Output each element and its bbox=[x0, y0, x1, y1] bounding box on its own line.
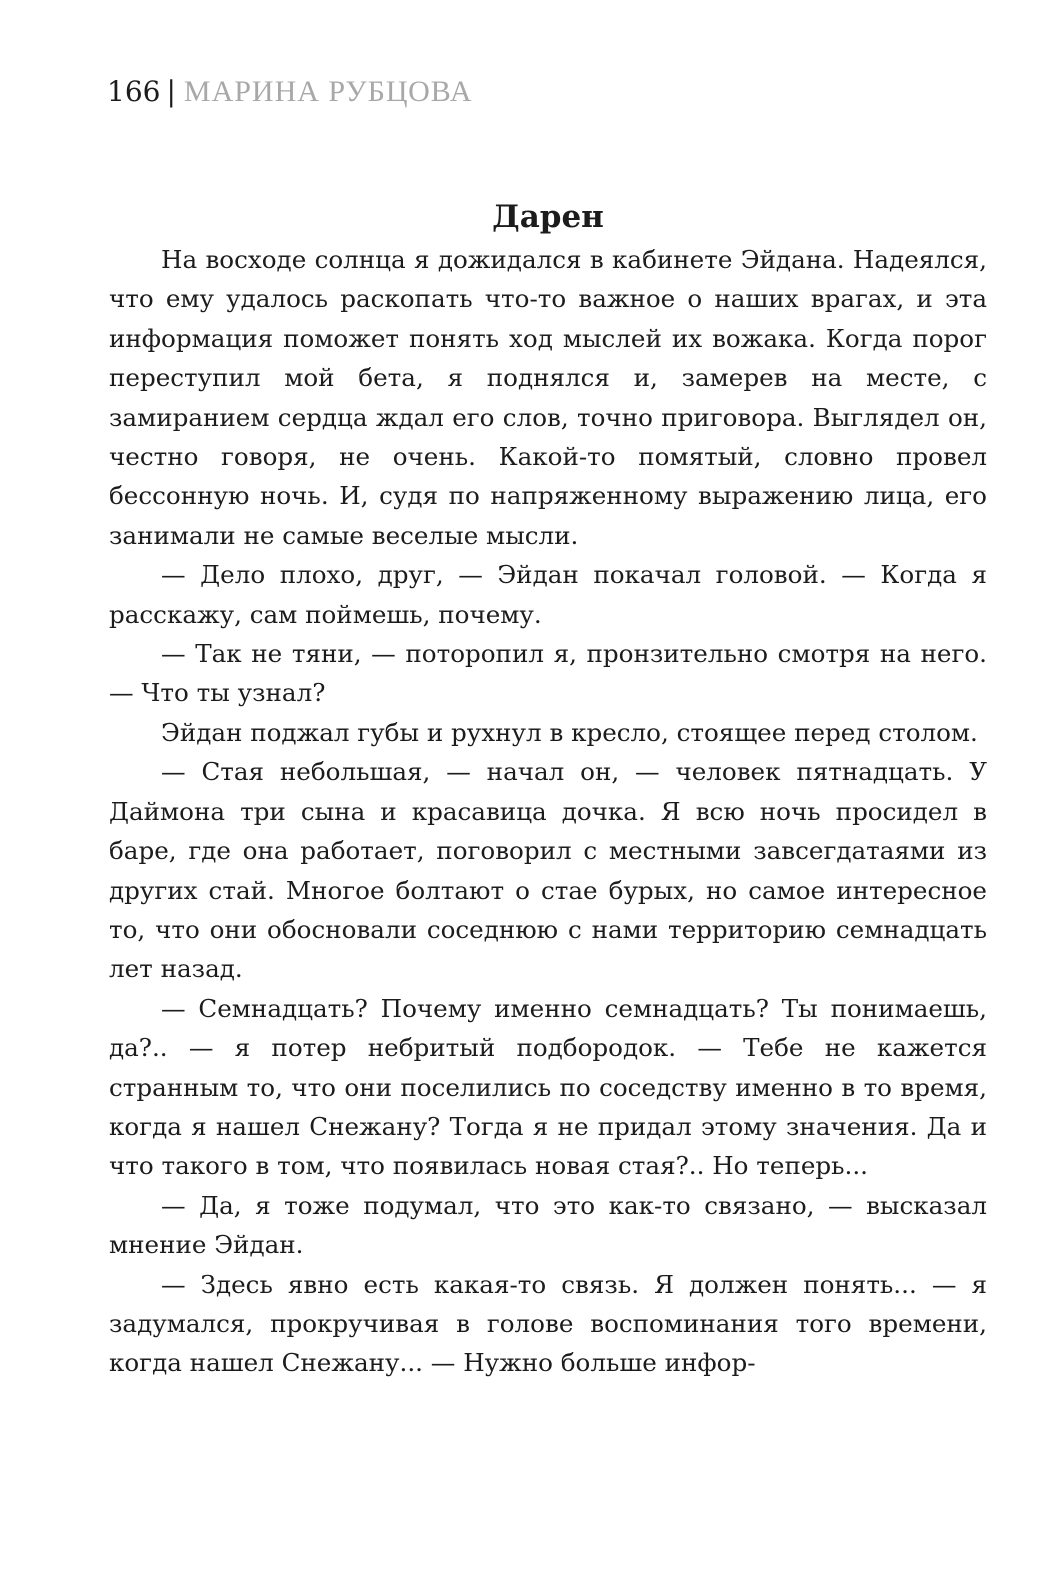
chapter-title: Дарен bbox=[492, 199, 604, 235]
running-header bbox=[107, 74, 473, 110]
paragraph: — Здесь явно есть какая-то связь. Я должен понять... — я задумался, прокручивая в голове воспоминания того времени, когда нашел Снежану... — Нужно больше инфор- bbox=[109, 1269, 987, 1378]
paragraph: На восходе солнца я дожидался в кабинете Эйдана. Надеялся, что ему удалось раскопать что-то важное о наших врагах, и эта информация поможет понять ход мыслей их вожака. Когда порог переступил мой бета, я поднялся и, замерев на месте, с замиранием сердца ждал его слов, точно приговора. Выглядел он, честно говоря, не очень. Какой-то помятый, словно провел бессонную ночь. И, судя по напряженному выражению лица, его занимали не самые веселые мысли. bbox=[109, 245, 987, 550]
paragraph: — Семнадцать? Почему именно семнадцать? Ты понимаешь, да?.. — я потер небритый подбородок. — Тебе не кажется странным то, что они поселились по соседству именно в то время, когда я нашел Снежану? Тогда я не придал этому значения. Да и что такого в том, что появилась новая стая?.. Но теперь... bbox=[109, 993, 987, 1181]
paragraph: Эйдан поджал губы и рухнул в кресло, стоящее перед столом. bbox=[161, 717, 978, 747]
paragraph: — Да, я тоже подумал, что это как-то связано, — высказал мнение Эйдан. bbox=[109, 1190, 987, 1260]
paragraph: — Так не тяни, — поторопил я, пронзительно смотря на него. — Что ты узнал? bbox=[109, 639, 987, 708]
page-number: 166 bbox=[107, 75, 161, 108]
paragraph: — Дело плохо, друг, — Эйдан покачал головой. — Когда я расскажу, сам поймешь, почему. bbox=[109, 560, 987, 629]
author-name: МАРИНА РУБЦОВА bbox=[183, 75, 473, 108]
header-separator: | bbox=[166, 75, 176, 108]
body-text bbox=[109, 240, 987, 1383]
paragraph: — Стая небольшая, — начал он, — человек пятнадцать. У Даймона три сына и красавица дочка. Я всю ночь просидел в баре, где она работает, поговорил с местными завсегдатаями из других стай. Многое болтают о стае бурых, но самое интересное то, что они обосновали соседнюю с нами территорию семнадцать лет назад. bbox=[109, 757, 987, 984]
